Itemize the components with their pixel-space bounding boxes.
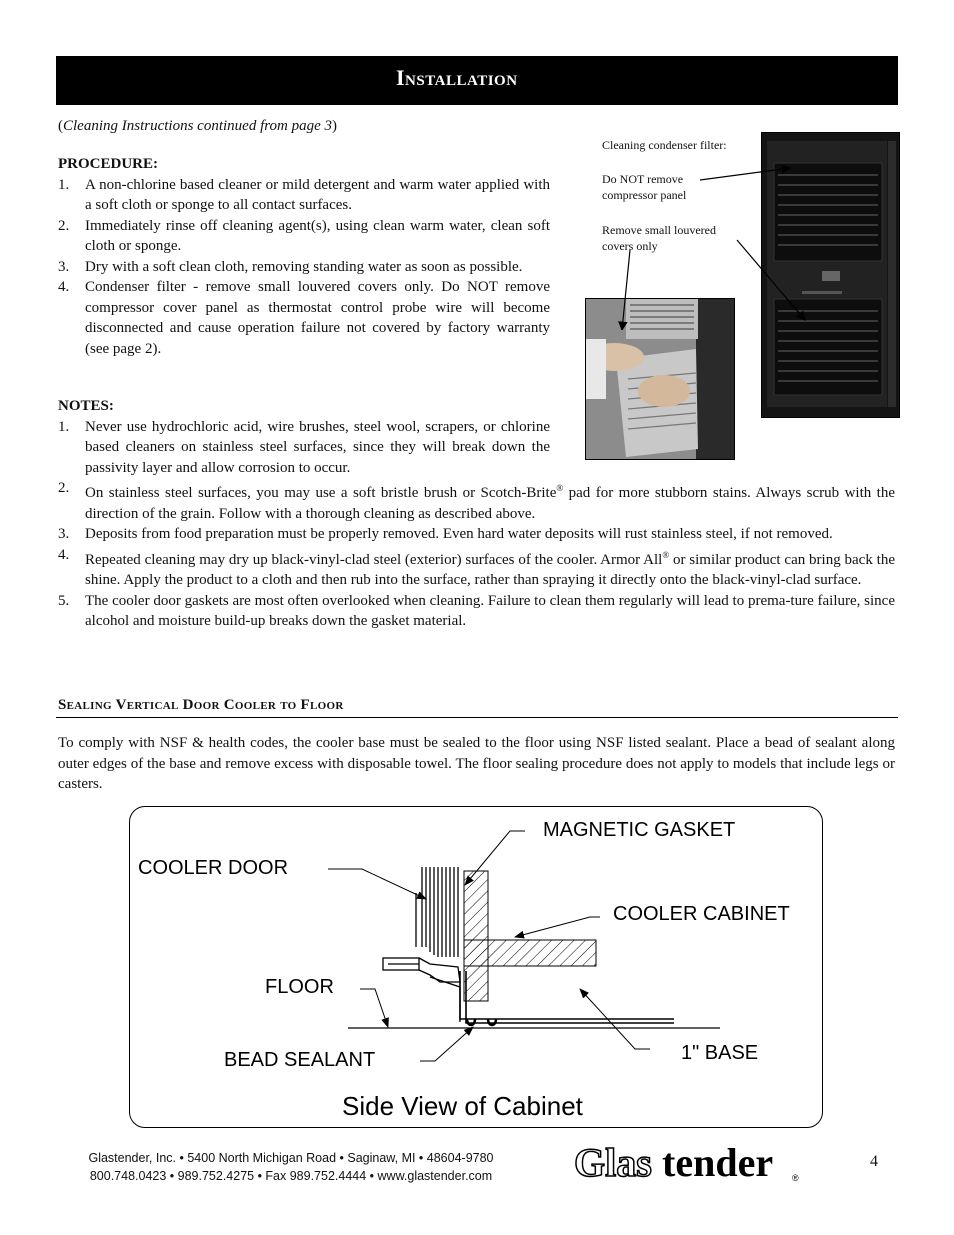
label-base: 1" BASE [681, 1042, 759, 1064]
list-item: 5. The cooler door gaskets are most often overlooked when cleaning. Failure to clean them regularly will lead to prema-ture failure, since alcohol and moisture build-up breaks down the gasket material. [58, 592, 895, 629]
page-number: 4 [870, 1153, 878, 1170]
diagram-caption: Side View of Cabinet [342, 1091, 583, 1121]
notes-heading: NOTES: [58, 398, 114, 414]
glastender-logo-image [574, 1140, 804, 1184]
list-item: 3. Dry with a soft clean cloth, removing standing water as soon as possible. [58, 258, 523, 275]
section-divider [56, 717, 898, 718]
procedure-section [58, 154, 550, 359]
arrow-cooler-cabinet [515, 917, 600, 937]
caption-arrows [560, 130, 810, 330]
arrow-photo [622, 250, 630, 330]
label-floor: FLOOR [265, 976, 334, 998]
sealing-paragraph: To comply with NSF & health codes, the cooler base must be sealed to the floor using NSF listed sealant. Place a bead of sealant along outer edges of the base and remove excess with disposable towel. The floor sealing procedure does not apply to models that include legs or casters. [58, 735, 895, 792]
procedure-heading: PROCEDURE: [58, 156, 158, 172]
section-title-sealing: Sealing Vertical Door Cooler to Floor [58, 697, 344, 713]
svg-text:®: ® [792, 1173, 799, 1183]
list-item: 4. Repeated cleaning may dry up black-vinyl-clad steel (exterior) surfaces of the cooler. Armor All® or similar product can bring back the shine. Apply the product to a cloth and then rub into the surface, rather than spraying it directly onto the black-vinyl-clad surface. [58, 546, 895, 588]
base-shape [460, 971, 674, 1023]
door-hinge-shape [383, 958, 460, 1022]
list-item: 3. Deposits from food preparation must be properly removed. Even hard water deposits will rust stainless steel, if not removed. [58, 526, 833, 542]
svg-text:Glas: Glas [574, 1140, 652, 1184]
list-item: 4. Condenser filter - remove small louvered covers only. Do NOT remove compressor cover panel as thermostat control probe wire will become disconnected and cause operation failure not covered by factory warranty (see page 2). [58, 279, 550, 357]
continued-note: (Cleaning Instructions continued from page 3) [58, 118, 338, 134]
arrow-bead-sealant [420, 1027, 473, 1061]
label-bead-sealant: BEAD SEALANT [224, 1049, 376, 1071]
arrow-cooler-door [328, 869, 426, 899]
footer-address: Glastender, Inc. • 5400 North Michigan Road • Saginaw, MI • 48604-9780 800.748.0423 • 989.752.4275 • Fax 989.752.4444 • www.glastender.com [88, 1151, 494, 1183]
list-item: 1. Never use hydrochloric acid, wire brushes, steel wool, scrapers, or chlorine based cleaners on stainless steel surfaces, since they will break down the passivity layer and allow corrosion to occur. [58, 418, 550, 476]
arrow-panel [700, 168, 790, 180]
bead-sealant-shape [467, 1019, 496, 1025]
arrow-floor [360, 989, 388, 1027]
list-item: 2. Immediately rinse off cleaning agent(s), using clean warm water, clean soft cloth or sponge. [58, 217, 550, 254]
glastender-logo [574, 1140, 804, 1184]
label-magnetic-gasket: MAGNETIC GASKET [543, 819, 736, 841]
label-cooler-door: COOLER DOOR [138, 857, 289, 879]
header-bar [56, 56, 898, 105]
list-item: 1. A non-chlorine based cleaner or mild detergent and warm water applied with a soft cloth or sponge to all contact surfaces. [58, 176, 550, 213]
svg-text:tender: tender [662, 1140, 774, 1184]
arrow-covers [737, 240, 805, 320]
notes-section [58, 396, 895, 632]
label-cooler-cabinet: COOLER CABINET [613, 903, 790, 925]
caption-filter: Cleaning condenser filter: [602, 138, 727, 152]
cooler-cabinet-floor [464, 940, 596, 966]
cooler-cabinet-wall [464, 871, 488, 1001]
cooler-door-shape [416, 867, 458, 957]
notes-list [58, 417, 895, 632]
caption-panel: Do NOT remove compressor panel [602, 172, 687, 202]
list-item: 2. On stainless steel surfaces, you may use a soft bristle brush or Scotch-Brite® pad for more stubborn stains. Always scrub with the direction of the grain. Follow with a thorough cleaning as described above. [58, 480, 895, 522]
page-title: Installation [396, 65, 518, 90]
continued-text: Cleaning Instructions continued from page 3 [63, 118, 333, 134]
procedure-list [58, 175, 550, 360]
diagram-side-view [129, 806, 823, 1128]
caption-covers: Remove small louvered covers only [602, 223, 716, 253]
diagram-drawing [130, 807, 822, 1127]
